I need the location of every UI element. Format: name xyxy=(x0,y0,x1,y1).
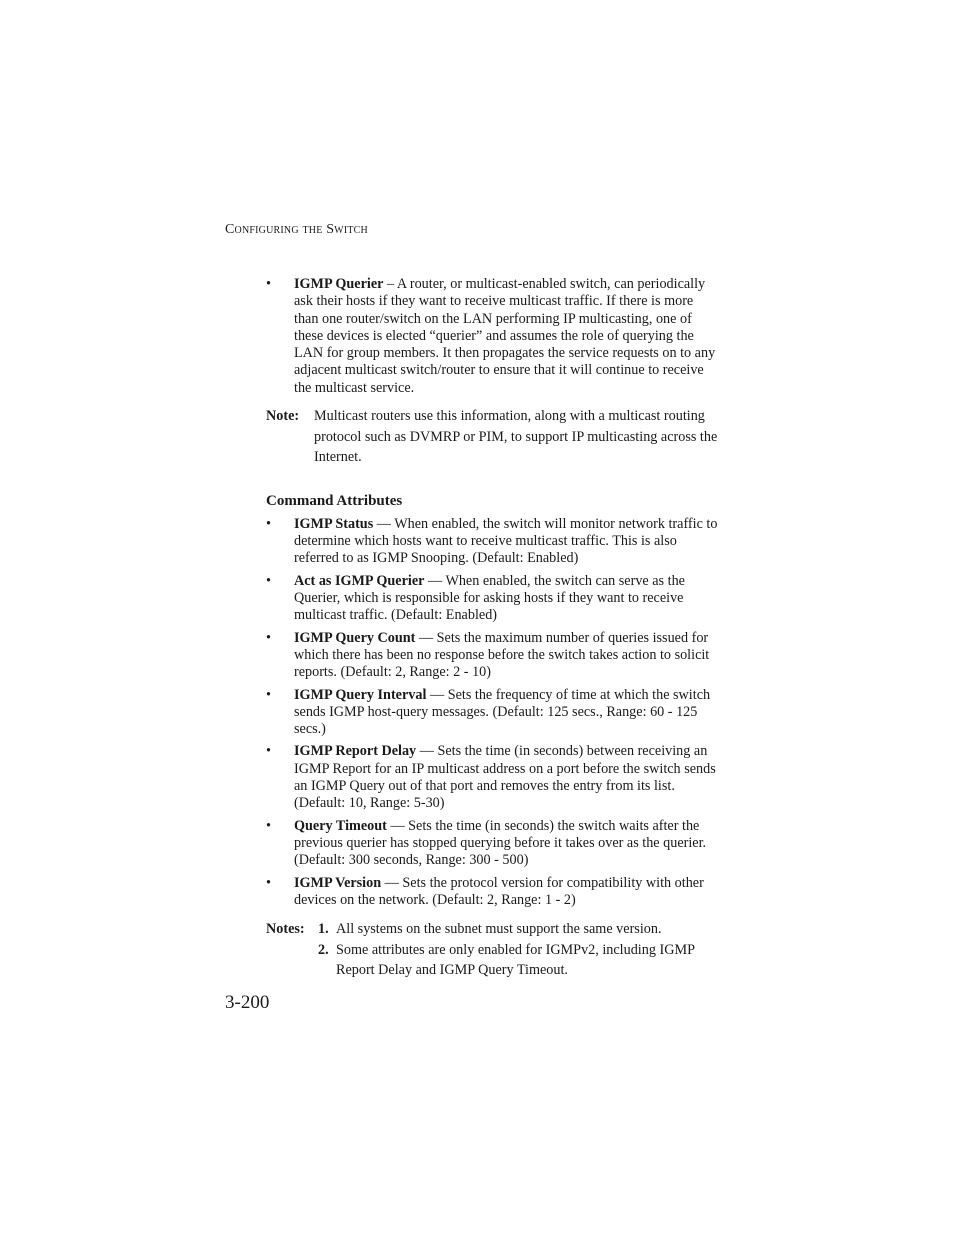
description: — Sets the time (in seconds) between receiving an IGMP Report for an IP multicast address on a port before the switch sends an IGMP Query out of that port and removes the entry from its list. (Default: 10, Range: 5-30) xyxy=(294,743,716,812)
bullet-igmp-report-delay xyxy=(266,743,718,812)
notes-label: Notes: xyxy=(266,921,305,938)
notes-number: 1. xyxy=(318,921,329,938)
notes-number: 2. xyxy=(318,941,329,958)
notes-item xyxy=(266,940,718,981)
description: — Sets the time (in seconds) the switch waits after the previous querier has stopped querying before it takes over as the querier. (Default: 300 seconds, Range: 300 - 500) xyxy=(294,817,707,869)
page-content xyxy=(266,276,718,981)
description: — When enabled, the switch can serve as the Querier, which is responsible for asking hosts if they want to receive multicast traffic. (Default: Enabled) xyxy=(294,572,685,624)
note xyxy=(266,406,718,468)
note-label: Note: xyxy=(266,408,300,425)
bullet-query-timeout xyxy=(266,818,718,870)
notes xyxy=(266,919,718,981)
description: — Sets the frequency of time at which the switch sends IGMP host-query messages. (Default: 125 secs., Range: 60 - 125 secs.) xyxy=(294,686,711,738)
description: — When enabled, the switch will monitor network traffic to determine which hosts want to receive multicast traffic. This is also referred to as IGMP Snooping. (Default: Enabled) xyxy=(294,515,718,567)
term: IGMP Querier xyxy=(294,276,384,292)
page-number: 3-200 xyxy=(225,992,270,1013)
bullet-igmp-query-count xyxy=(266,630,718,682)
notes-text: All systems on the subnet must support the same version. xyxy=(336,921,662,938)
term: IGMP Query Count xyxy=(294,629,416,646)
section-heading: Command Attributes xyxy=(266,492,403,509)
notes-text: Some attributes are only enabled for IGMPv2, including IGMP Report Delay and IGMP Query Timeout. xyxy=(336,941,695,979)
description: — Sets the protocol version for compatibility with other devices on the network. (Default: 2, Range: 1 - 2) xyxy=(294,874,704,908)
term: IGMP Report Delay xyxy=(294,743,417,760)
bullet-igmp-query-interval xyxy=(266,687,718,739)
description: – A router, or multicast-enabled switch, can periodically ask their hosts if they want to receive multicast traffic. If there is more than one router/switch on the LAN performing IP multicasting, one of these devices is elected “querier” and assumes the role of querying the LAN for group members. It then propagates the service requests on to any adjacent multicast switch/router to ensure that it will continue to receive the multicast service. xyxy=(294,276,716,396)
description: — Sets the maximum number of queries issued for which there has been no response before the switch takes action to solicit reports. (Default: 2, Range: 2 - 10) xyxy=(294,629,710,681)
term: Act as IGMP Querier xyxy=(294,572,425,589)
notes-item xyxy=(266,919,718,940)
term: Query Timeout xyxy=(294,817,387,834)
term: IGMP Status xyxy=(294,515,374,532)
term: IGMP Version xyxy=(294,874,382,891)
term: IGMP Query Interval xyxy=(294,686,427,703)
bullet-igmp-status xyxy=(266,516,718,568)
bullet-igmp-version xyxy=(266,875,718,910)
note-text: Multicast routers use this information, along with a multicast routing protocol such as DVMRP or PIM, to support IP multicasting across the Internet. xyxy=(314,408,718,466)
bullet-act-as-igmp-querier xyxy=(266,573,718,625)
bullet-igmp-querier xyxy=(266,276,718,397)
running-head: Configuring the Switch xyxy=(225,222,368,237)
